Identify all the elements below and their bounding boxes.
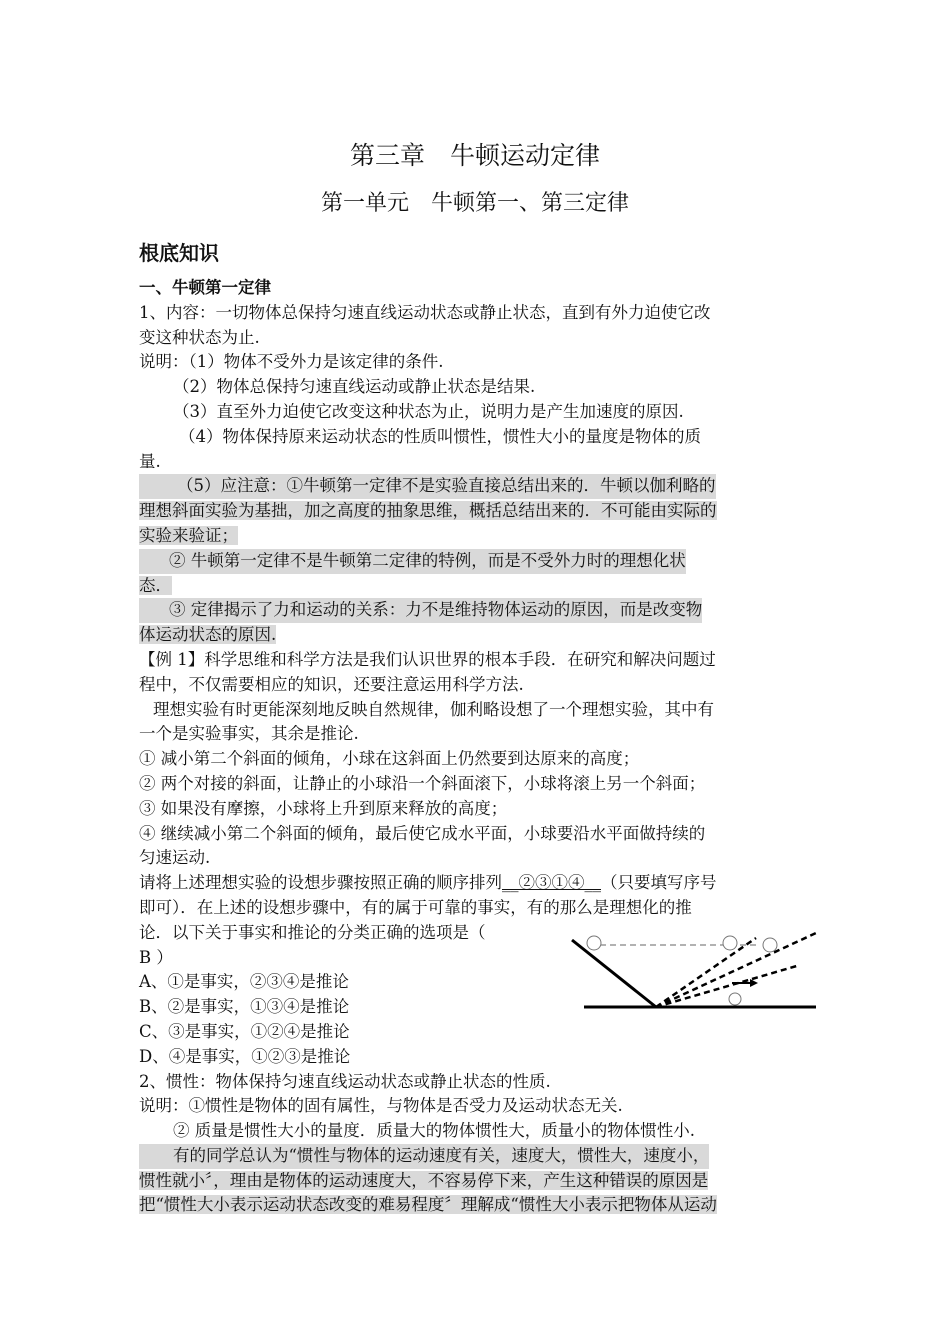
text-line: ② 质量是惯性大小的量度．质量大的物体惯性大，质量小的物体惯性小.	[173, 1121, 695, 1141]
text-line: 即可）．在上述的设想步骤中，有的属于可靠的事实，有的那么是理想化的推	[139, 897, 692, 917]
highlighted-text: ③ 定律揭示了力和运动的关系：力不是维持物体运动的原因，而是改变物	[139, 598, 702, 623]
highlighted-text: 实验来验证；	[139, 525, 238, 545]
highlighted-text: 把“惯性大小表示运动状态改变的难易程度〞理解成“惯性大小表示把物体从运动	[139, 1195, 717, 1215]
text-line: （3）直至外力迫使它改变这种状态为止，说明力是产生加速度的原因.	[173, 401, 684, 421]
text-line: （2）物体总保持匀速直线运动或静止状态是结果.	[173, 377, 536, 397]
text-line: 说明：①惯性是物体的固有属性，与物体是否受力及运动状态无关.	[139, 1096, 623, 1116]
highlighted-text: 有的同学总认为“惯性与物体的运动速度有关，速度大，惯性大，速度小，	[139, 1144, 709, 1169]
text-line: 说明：（1）物体不受外力是该定律的条件.	[139, 352, 444, 372]
highlighted-text: （5）应注意：①牛顿第一定律不是实验直接总结出来的．牛顿以伽利略的	[139, 474, 716, 499]
step-item: ③ 如果没有摩擦，小球将上升到原来释放的高度；	[139, 798, 508, 818]
section-heading: 根底知识	[139, 241, 219, 265]
highlighted-text: 体运动状态的原因.	[139, 625, 277, 645]
text-line: 2、惯性：物体保持匀速直线运动状态或静止状态的性质.	[139, 1071, 551, 1091]
step-item: ② 两个对接的斜面，让静止的小球沿一个斜面滚下，小球将滚上另一个斜面；	[139, 773, 706, 793]
highlighted-text: ② 牛顿第一定律不是牛顿第二定律的特例，而是不受外力时的理想化状	[139, 549, 686, 574]
document-body	[139, 276, 811, 1218]
chapter-title: 第三章 牛顿运动定律	[349, 141, 600, 170]
text-line: 程中，不仅需要相应的知识，还要注意运用科学方法.	[139, 674, 524, 694]
highlighted-text: 态．	[139, 575, 172, 595]
option-b: B、②是事实，①③④是推论	[139, 997, 350, 1017]
ball-shallow	[763, 938, 777, 952]
example-line: 【例 1】科学思维和科学方法是我们认识世界的根本手段．在研究和解决问题过	[139, 649, 716, 669]
text-line: 1、内容：一切物体总保持匀速直线运动状态或静止状态，直到有外力迫使它改	[139, 302, 711, 322]
highlighted-text: 理想斜面实验为基拙，加之高度的抽象思维，概括总结出来的．不可能由实际的	[139, 501, 717, 521]
left-incline	[572, 940, 656, 1007]
answer-line: B ）	[139, 947, 173, 967]
unit-title: 第一单元 牛顿第一、第三定律	[320, 191, 629, 216]
text-line: 理想实验有时更能深刻地反映自然规律，伽利略设想了一个理想实验，其中有	[153, 699, 714, 719]
step-item: ① 减小第二个斜面的倾角，小球在这斜面上仍然要到达原来的高度；	[139, 749, 640, 769]
inclined-plane-diagram	[560, 922, 818, 1014]
option-a: A、①是事实，②③④是推论	[139, 972, 349, 992]
option-c: C、③是事实，①②④是推论	[139, 1021, 350, 1041]
text-line: 匀速运动.	[139, 848, 211, 868]
ball-start	[587, 936, 601, 950]
ball-steep	[723, 936, 737, 950]
text-line: 变这种状态为止.	[139, 327, 260, 347]
shallower-incline	[656, 965, 800, 1007]
text-line: 论．以下关于事实和推论的分类正确的选项是（	[139, 922, 486, 942]
text-line: 量.	[139, 451, 161, 471]
ball-ground	[729, 993, 741, 1005]
option-d: D、④是事实，①②③是推论	[139, 1046, 351, 1066]
highlighted-text: 惯性就小〞，理由是物体的运动速度大，不容易停下来，产生这种错误的原因是	[139, 1170, 709, 1190]
text-line: 一个是实验事实，其余是推论.	[139, 724, 359, 744]
question-line	[139, 871, 811, 896]
question-text-tail: （只要填写序号	[601, 873, 717, 893]
motion-arrow-head	[750, 979, 758, 987]
question-text: 请将上述理想实验的设想步骤按照正确的顺序排列	[139, 873, 502, 893]
step-item: ④ 继续减小第二个斜面的倾角，最后使它成水平面，小球要沿水平面做持续的	[139, 823, 706, 843]
text-line: （4）物体保持原来运动状态的性质叫惯性，惯性大小的量度是物体的质	[179, 426, 701, 446]
sub-heading-first-law: 一、牛顿第一定律	[139, 278, 271, 297]
answer-blank: __②③①④__	[502, 873, 601, 893]
